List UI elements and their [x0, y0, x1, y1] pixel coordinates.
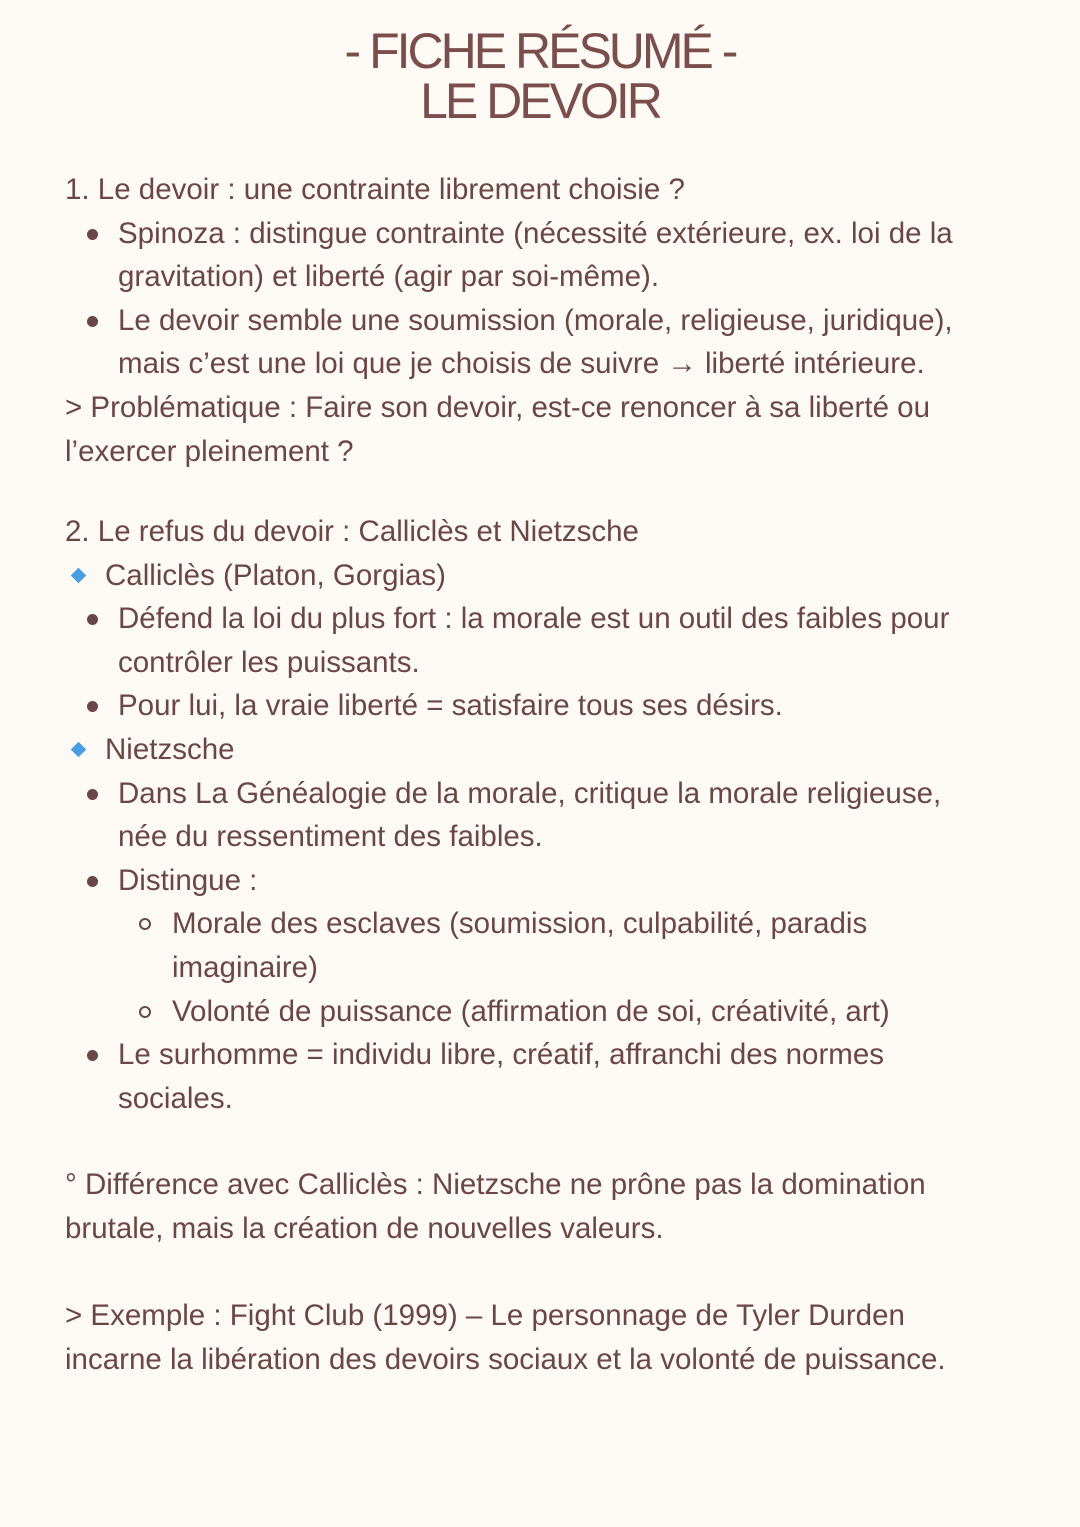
title-line-2: LE DEVOIR [420, 73, 660, 129]
title-line-1: - FICHE RÉSUMÉ - [344, 23, 736, 79]
list-item-continuation: contrôler les puissants. [118, 645, 420, 679]
bullet-icon [87, 1050, 98, 1061]
bullet-icon [87, 701, 98, 712]
section-2-heading: 2. Le refus du devoir : Calliclès et Nietzsche [65, 515, 639, 548]
list-item [0, 859, 1080, 903]
sub-list-item-continuation: imaginaire) [172, 950, 318, 984]
section-2 [0, 510, 1080, 1120]
nietzsche-label: Nietzsche [105, 732, 235, 766]
circle-bullet-icon [139, 918, 151, 930]
sub-list-item [0, 990, 1080, 1034]
difference-line-2: brutale, mais la création de nouvelles valeurs. [65, 1211, 664, 1245]
problematique-continuation: l’exercer pleinement ? [65, 434, 354, 468]
list-item [0, 772, 1080, 816]
callicles-label: Calliclès (Platon, Gorgias) [105, 558, 447, 592]
list-item-text: Dans La Généalogie de la morale, critique la morale religieuse, [118, 776, 942, 810]
circle-bullet-icon [139, 1006, 151, 1018]
sub-list-item-text: Morale des esclaves (soumission, culpabilité, paradis [172, 907, 868, 941]
list-item-text: Le devoir semble une soumission (morale, religieuse, juridique), [118, 303, 953, 337]
list-item-continuation: née du ressentiment des faibles. [118, 820, 543, 854]
nietzsche-heading [0, 728, 1080, 772]
example-line-2: incarne la libération des devoirs sociaux et la volonté de puissance. [65, 1342, 946, 1376]
sub-list-item [0, 902, 1080, 946]
section-1 [0, 168, 1080, 473]
list-item-continuation: sociales. [118, 1081, 233, 1115]
section-1-heading: 1. Le devoir : une contrainte librement choisie ? [65, 173, 685, 206]
list-item-continuation: gravitation) et liberté (agir par soi-même). [118, 260, 660, 294]
bullet-icon [87, 614, 98, 625]
bullet-icon [87, 229, 98, 240]
bullet-icon [87, 316, 98, 327]
difference-note [0, 1163, 1080, 1250]
list-item [0, 299, 1080, 343]
bullet-icon [87, 876, 98, 887]
diamond-icon [71, 742, 87, 758]
list-item [0, 1033, 1080, 1077]
list-item [0, 684, 1080, 728]
list-item-continuation: mais c’est une loi que je choisis de suivre → liberté intérieure. [118, 347, 925, 381]
sub-list-item-text: Volonté de puissance (affirmation de soi, créativité, art) [172, 994, 890, 1028]
example-line-1: > Exemple : Fight Club (1999) – Le personnage de Tyler Durden [65, 1299, 905, 1332]
list-item-text: Distingue : [118, 863, 258, 897]
list-item-text: Pour lui, la vraie liberté = satisfaire tous ses désirs. [118, 689, 783, 723]
list-item [0, 597, 1080, 641]
example-note [0, 1294, 1080, 1381]
list-item-text: Le surhomme = individu libre, créatif, affranchi des normes [118, 1038, 885, 1072]
diamond-icon [71, 567, 87, 583]
callicles-heading [0, 554, 1080, 598]
difference-line-1: ° Différence avec Calliclès : Nietzsche ne prône pas la domination [65, 1168, 926, 1201]
list-item-text: Spinoza : distingue contrainte (nécessité extérieure, ex. loi de la [118, 216, 953, 250]
list-item [0, 212, 1080, 256]
list-item-text: Défend la loi du plus fort : la morale est un outil des faibles pour [118, 602, 950, 636]
bullet-icon [87, 789, 98, 800]
problematique: > Problématique : Faire son devoir, est-ce renoncer à sa liberté ou [65, 390, 930, 424]
